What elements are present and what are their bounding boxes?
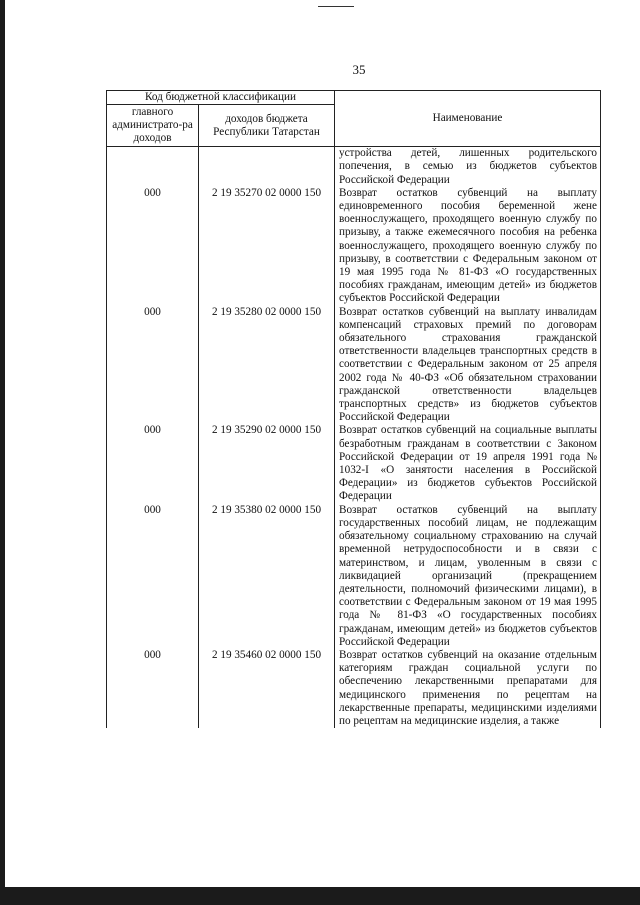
- page-number: 35: [352, 62, 366, 77]
- scan-mark: [318, 6, 354, 7]
- table-row: [107, 306, 601, 425]
- income-code-cell: 2 19 35460 02 0000 150: [199, 649, 335, 728]
- table-row: [107, 424, 601, 503]
- name-cell: устройства детей, лишенных родительского попечения, в семью из бюджетов субъектов Российской Федерации: [335, 147, 601, 187]
- income-code-cell: 2 19 35280 02 0000 150: [199, 306, 335, 425]
- income-code-cell: 2 19 35270 02 0000 150: [199, 187, 335, 306]
- income-code-cell: [199, 147, 335, 187]
- admin-code-cell: 000: [107, 649, 199, 728]
- budget-classification-table: [106, 90, 601, 728]
- scan-edge-left: [0, 0, 5, 905]
- income-code-cell: 2 19 35290 02 0000 150: [199, 424, 335, 503]
- table-row: [107, 147, 601, 187]
- admin-code-cell: 000: [107, 187, 199, 306]
- admin-code-cell: 000: [107, 306, 199, 425]
- name-cell: Возврат остатков субвенций на социальные выплаты безработным гражданам в соответствии с Законом Российской Федерации от 19 апреля 1991 года № 1032-I «О занятости населения в Российской Федерации» из бюджетов субъектов Российской Федерации: [335, 424, 601, 503]
- admin-code-cell: 000: [107, 504, 199, 649]
- admin-code-cell: 000: [107, 424, 199, 503]
- header-group-label: Код бюджетной классификации: [107, 91, 335, 105]
- header-admin-column: главного администрато-ра доходов: [107, 105, 199, 147]
- table-row: [107, 187, 601, 306]
- table-row: [107, 504, 601, 649]
- name-cell: Возврат остатков субвенций на выплату единовременного пособия беременной жене военнослужащего, проходящего военную службу по призыву, а также ежемесячного пособия на ребенка военнослужащего, проходящего военную службу по призыву, в соответствии с Федеральным законом от 19 мая 1995 года № 81-ФЗ «О государственных пособиях гражданам, имеющим детей» из бюджетов субъектов Российской Федерации: [335, 187, 601, 306]
- income-code-cell: 2 19 35380 02 0000 150: [199, 504, 335, 649]
- header-income-column: доходов бюджета Республики Татарстан: [199, 105, 335, 147]
- admin-code-cell: [107, 147, 199, 187]
- name-cell: Возврат остатков субвенций на оказание отдельным категориям граждан социальной услуги по обеспечению лекарственными препаратами для медицинского применения по рецептам на лекарственные препараты, медицинскими изделиями по рецептам на медицинские изделия, а также: [335, 649, 601, 728]
- name-cell: Возврат остатков субвенций на выплату государственных пособий лицам, не подлежащим обязательному социальному страхованию на случай временной нетрудоспособности и в связи с материнством, и лицам, уволенным в связи с ликвидацией организаций (прекращением деятельности, полномочий физическими лицами), в соответствии с Федеральным законом от 19 мая 1995 года № 81-ФЗ «О государственных пособиях гражданам, имеющим детей» из бюджетов субъектов Российской Федерации: [335, 504, 601, 649]
- scan-edge-bottom: [0, 887, 640, 905]
- name-cell: Возврат остатков субвенций на выплату инвалидам компенсаций страховых премий по договорам обязательного страхования гражданской ответственности владельцев транспортных средств в соответствии с Федеральным законом от 25 апреля 2002 года № 40-ФЗ «Об обязательном страховании гражданской ответственности владельцев транспортных средств» из бюджетов субъектов Российской Федерации: [335, 306, 601, 425]
- table-row: [107, 649, 601, 728]
- header-name-column: Наименование: [335, 91, 601, 147]
- table-header: [107, 91, 601, 147]
